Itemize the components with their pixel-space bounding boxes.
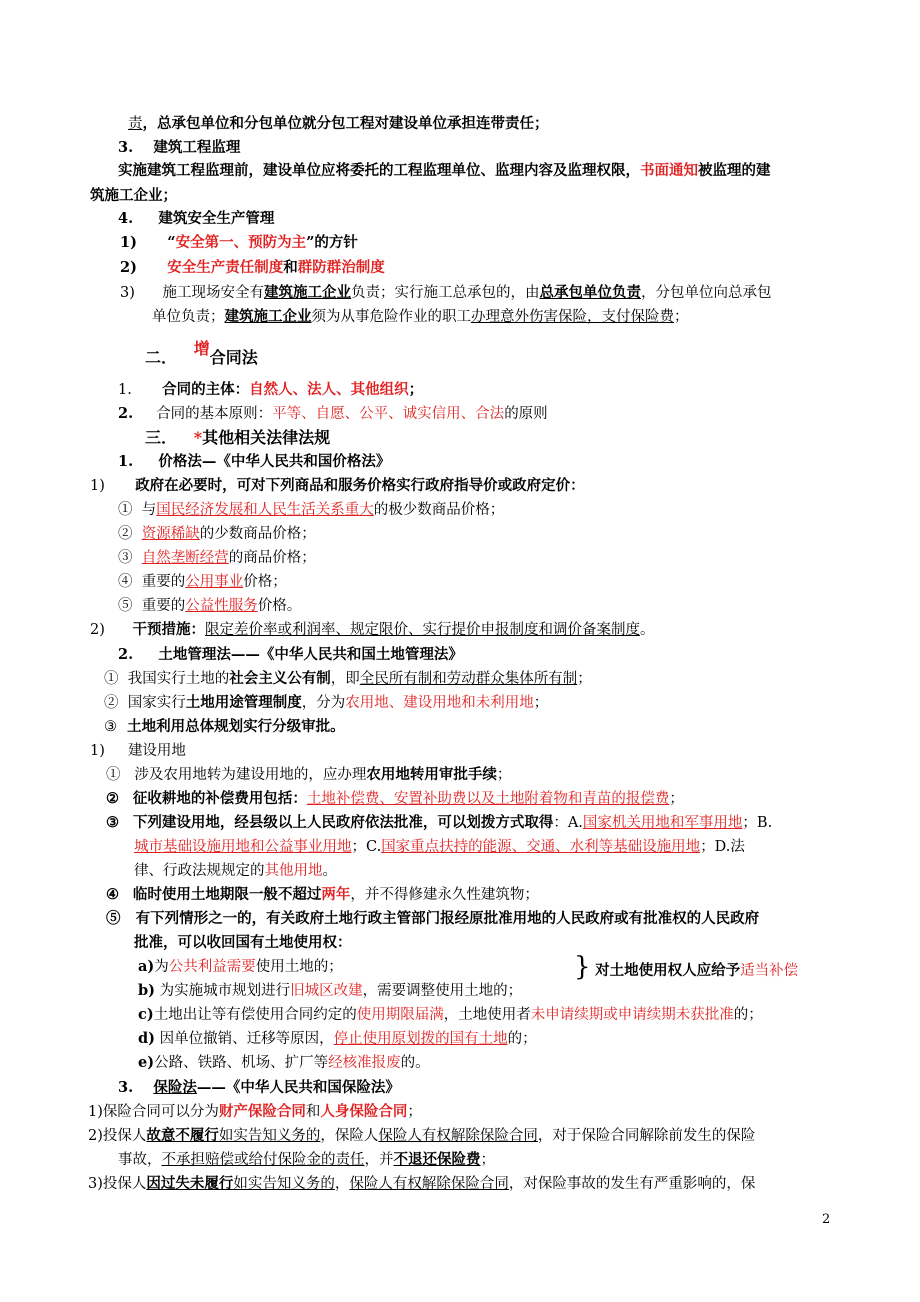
list-item: 2) 安全生产责任制度和群防群治制度 <box>120 259 385 276</box>
list-item: 3)投保人因过失未履行如实告知义务的，保险人有权解除保险合同，对保险事故的发生有严重影响的，保 <box>88 1175 756 1192</box>
list-item: ① 涉及农用地转为建设用地的，应办理农用地转用审批手续； <box>106 766 512 783</box>
text-line: 责，总承包单位和分包单位就分包工程对建设单位承担连带责任； <box>128 115 549 132</box>
text-line: 筑施工企业； <box>90 187 177 204</box>
list-item: ④ 临时使用土地期限一般不超过两年，并不得修建永久性建筑物； <box>106 886 539 903</box>
text-line: 实施建筑工程监理前，建设单位应将委托的工程监理单位、监理内容及监理权限，书面通知被监理的建 <box>118 162 771 179</box>
chapter-heading: 三． *其他相关法律法规 <box>145 428 331 447</box>
section-heading: 4. 建筑安全生产管理 <box>118 210 275 227</box>
list-item: 1) “安全第一、预防为主”的方针 <box>120 234 358 251</box>
page-number: 2 <box>822 1212 831 1227</box>
list-item: 2) 干预措施：限定差价率或利润率、规定限价、实行提价申报制度和调价备案制度。 <box>90 621 655 638</box>
section-heading: 1. 价格法—《中华人民共和国价格法》 <box>118 453 391 470</box>
list-item: 1. 合同的主体：自然人、法人、其他组织； <box>118 381 424 398</box>
list-item: ② 国家实行土地用途管理制度，分为农用地、建设用地和未利用地； <box>104 694 549 711</box>
section-heading: 2. 土地管理法——《中华人民共和国土地管理法》 <box>118 646 463 663</box>
list-item: ⑤ 有下列情形之一的，有关政府土地行政主管部门报经原批准用地的人民政府或有批准权的人民政府 <box>106 910 760 927</box>
list-item-cont: 批准，可以收回国有土地使用权： <box>134 934 352 951</box>
list-item-cont: 城市基础设施用地和公益事业用地；C.国家重点扶持的能源、交通、水利等基础设施用地；D.法 <box>134 839 745 855</box>
list-item: 2)投保人故意不履行如实告知义务的，保险人保险人有权解除保险合同，对于保险合同解除前发生的保险 <box>88 1127 756 1144</box>
list-item: ① 与国民经济发展和人民生活关系重大的极少数商品价格； <box>118 502 505 518</box>
list-item: ① 我国实行土地的社会主义公有制，即全民所有制和劳动群众集体所有制； <box>104 670 592 687</box>
list-item: ⑤ 重要的公益性服务价格。 <box>118 598 302 614</box>
section-heading: 3. 建筑工程监理 <box>118 139 241 156</box>
chapter-heading: 二． 增合同法 <box>145 339 258 367</box>
sub-item: c)土地出让等有偿使用合同约定的使用期限届满，土地使用者未申请续期或申请续期未获批准的； <box>138 1006 763 1023</box>
list-item: ③ 土地利用总体规划实行分级审批。 <box>104 718 345 735</box>
sub-item: e)公路、铁路、机场、扩厂等经核准报废的。 <box>138 1054 430 1071</box>
section-heading: 3. 保险法——《中华人民共和国保险法》 <box>118 1079 400 1096</box>
list-item: 2. 合同的基本原则：平等、自愿、公平、诚实信用、合法的原则 <box>118 405 548 422</box>
list-item-cont: 单位负责；建筑施工企业须为从事危险作业的职工办理意外伤害保险，支付保险费； <box>152 308 689 325</box>
list-item-cont: 事故，不承担赔偿或给付保险金的责任，并不退还保险费； <box>118 1151 495 1168</box>
sub-item: b) 为实施城市规划进行旧城区改建，需要调整使用土地的； <box>138 982 523 999</box>
list-item: ③ 下列建设用地，经县级以上人民政府依法批准，可以划拨方式取得：A.国家机关用地和军事用地；B. <box>106 814 773 831</box>
list-item: ② 资源稀缺的少数商品价格； <box>118 526 316 542</box>
list-item: ④ 重要的公用事业价格； <box>118 574 287 590</box>
sub-item: a)为公共利益需要使用土地的； <box>138 958 343 975</box>
brace-note: } 对土地使用权人应给予适当补偿 <box>574 952 799 982</box>
list-item: 3) 施工现场安全有建筑施工企业负责；实行施工总承包的，由总承包单位负责，分包单位向总承包 <box>120 284 772 301</box>
list-item: ② 征收耕地的补偿费用包括：土地补偿费、安置补助费以及土地附着物和青苗的报偿费； <box>106 790 684 807</box>
sub-item: d) 因单位撤销、迁移等原因，停止使用原划拨的国有土地的； <box>138 1030 537 1047</box>
list-item: ③ 自然垄断经营的商品价格； <box>118 550 316 566</box>
list-item: 1)保险合同可以分为财产保险合同和人身保险合同； <box>88 1103 422 1120</box>
list-item: 1) 政府在必要时，可对下列商品和服务价格实行政府指导价或政府定价： <box>90 477 585 494</box>
list-item: 1) 建设用地 <box>90 743 186 759</box>
list-item-cont: 律、行政法规规定的其他用地。 <box>134 863 337 879</box>
